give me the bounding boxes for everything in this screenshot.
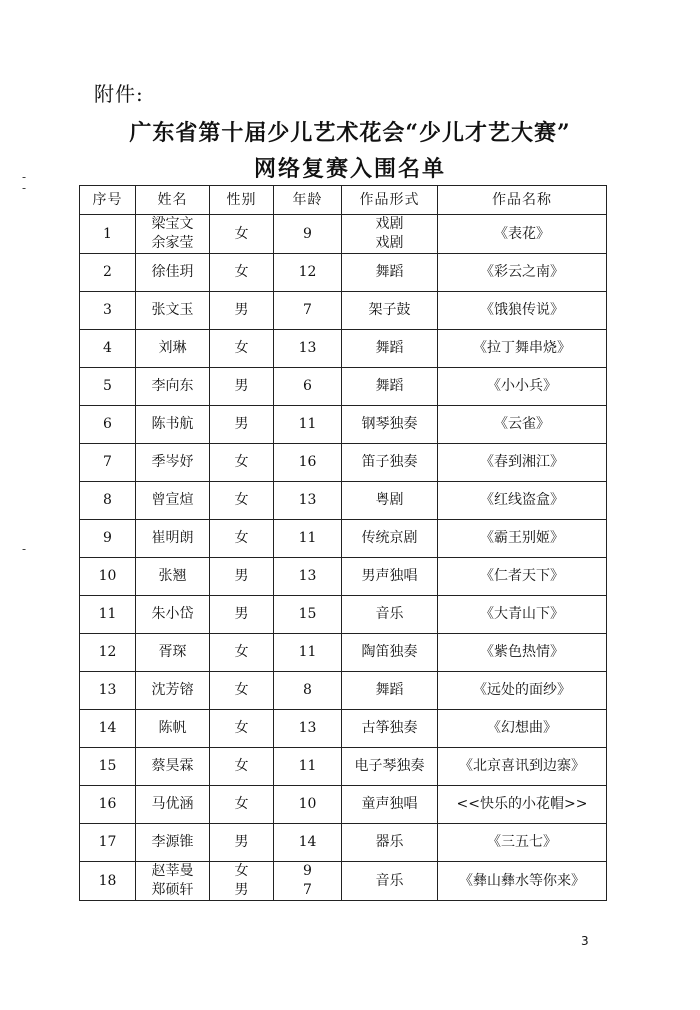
cell-age: 7 (274, 292, 342, 330)
table-row (80, 254, 607, 292)
table-row (80, 292, 607, 330)
cell-work: 《春到湘江》 (438, 444, 607, 482)
table-row (80, 215, 607, 254)
cell-sex: 女 (210, 330, 274, 368)
header-work: 作品名称 (438, 186, 607, 215)
cell-sex: 女 (210, 254, 274, 292)
table-row (80, 520, 607, 558)
cell-age: 11 (274, 634, 342, 672)
cell-form: 童声独唱 (342, 786, 438, 824)
header-name: 姓名 (136, 186, 210, 215)
cell-work: 《三五七》 (438, 824, 607, 862)
cell-age: 10 (274, 786, 342, 824)
cell-name: 梁宝文 余家莹 (136, 215, 210, 254)
cell-age: 13 (274, 558, 342, 596)
cell-name: 陈书航 (136, 406, 210, 444)
cell-sex: 男 (210, 824, 274, 862)
cell-sex: 女 (210, 520, 274, 558)
cell-no: 16 (80, 786, 136, 824)
cell-sex: 女 (210, 710, 274, 748)
cell-form: 器乐 (342, 824, 438, 862)
table-row (80, 710, 607, 748)
cell-sex: 女 (210, 672, 274, 710)
cell-no: 10 (80, 558, 136, 596)
document-subtitle: 网络复赛入围名单 (253, 156, 446, 182)
cell-name: 沈芳镕 (136, 672, 210, 710)
attachment-label: 附件: (94, 82, 144, 106)
header-age: 年龄 (274, 186, 342, 215)
cell-sex: 女 (210, 215, 274, 254)
cell-sex: 男 (210, 558, 274, 596)
cell-age: 11 (274, 406, 342, 444)
cell-form: 古筝独奏 (342, 710, 438, 748)
header-no: 序号 (80, 186, 136, 215)
cell-work: 《远处的面纱》 (438, 672, 607, 710)
cell-name: 赵莘曼 郑硕轩 (136, 862, 210, 901)
table-body (80, 215, 607, 901)
cell-name: 张文玉 (136, 292, 210, 330)
cell-name: 张翘 (136, 558, 210, 596)
table-row (80, 406, 607, 444)
cell-no: 4 (80, 330, 136, 368)
cell-no: 8 (80, 482, 136, 520)
table-row (80, 748, 607, 786)
cell-form: 电子琴独奏 (342, 748, 438, 786)
header-form: 作品形式 (342, 186, 438, 215)
finalist-table (79, 185, 607, 901)
cell-no: 5 (80, 368, 136, 406)
cell-age: 13 (274, 482, 342, 520)
cell-no: 7 (80, 444, 136, 482)
cell-age: 15 (274, 596, 342, 634)
cell-age: 12 (274, 254, 342, 292)
cell-age: 16 (274, 444, 342, 482)
cell-no: 15 (80, 748, 136, 786)
cell-work: 《北京喜讯到边寨》 (438, 748, 607, 786)
cell-sex: 女 (210, 786, 274, 824)
cell-form: 笛子独奏 (342, 444, 438, 482)
cell-age: 9 (274, 215, 342, 254)
cell-name: 马优涵 (136, 786, 210, 824)
cell-work: 《红线盗盒》 (438, 482, 607, 520)
cell-work: 《仁者天下》 (438, 558, 607, 596)
cell-no: 1 (80, 215, 136, 254)
cell-sex: 女 (210, 748, 274, 786)
cell-no: 6 (80, 406, 136, 444)
cell-name: 崔明朗 (136, 520, 210, 558)
cell-work: 《幻想曲》 (438, 710, 607, 748)
cell-no: 14 (80, 710, 136, 748)
cell-work: 《彩云之南》 (438, 254, 607, 292)
cell-form: 音乐 (342, 596, 438, 634)
cell-form: 舞蹈 (342, 368, 438, 406)
cell-sex: 女 (210, 444, 274, 482)
cell-form: 陶笛独奏 (342, 634, 438, 672)
cell-age: 11 (274, 748, 342, 786)
cell-form: 舞蹈 (342, 254, 438, 292)
table-row (80, 786, 607, 824)
cell-work: 《云雀》 (438, 406, 607, 444)
cell-work: 《表花》 (438, 215, 607, 254)
table-row (80, 330, 607, 368)
table-row (80, 634, 607, 672)
cell-age: 11 (274, 520, 342, 558)
cell-work: 《大青山下》 (438, 596, 607, 634)
margin-mark: - (22, 542, 27, 556)
cell-no: 2 (80, 254, 136, 292)
cell-name: 徐佳玥 (136, 254, 210, 292)
cell-name: 李源锥 (136, 824, 210, 862)
margin-mark: - (22, 170, 27, 184)
cell-form: 钢琴独奏 (342, 406, 438, 444)
cell-sex: 男 (210, 596, 274, 634)
document-title: 广东省第十届少儿艺术花会“少儿才艺大赛” (129, 120, 571, 146)
cell-age: 6 (274, 368, 342, 406)
table-header-row (80, 186, 607, 215)
cell-sex: 女 男 (210, 862, 274, 901)
cell-age: 8 (274, 672, 342, 710)
margin-mark: - (22, 181, 27, 195)
cell-work: <<快乐的小花帽>> (438, 786, 607, 824)
cell-no: 18 (80, 862, 136, 901)
cell-name: 李向东 (136, 368, 210, 406)
cell-name: 刘琳 (136, 330, 210, 368)
table-row (80, 482, 607, 520)
cell-no: 3 (80, 292, 136, 330)
cell-sex: 女 (210, 634, 274, 672)
cell-sex: 女 (210, 482, 274, 520)
cell-name: 曾宣煊 (136, 482, 210, 520)
page-number: 3 (581, 934, 589, 948)
cell-name: 蔡昊霖 (136, 748, 210, 786)
cell-sex: 男 (210, 368, 274, 406)
cell-sex: 男 (210, 292, 274, 330)
cell-age: 13 (274, 710, 342, 748)
cell-form: 传统京剧 (342, 520, 438, 558)
cell-form: 戏剧 戏剧 (342, 215, 438, 254)
cell-name: 朱小岱 (136, 596, 210, 634)
cell-age: 9 7 (274, 862, 342, 901)
cell-name: 胥琛 (136, 634, 210, 672)
table-row (80, 824, 607, 862)
cell-form: 舞蹈 (342, 330, 438, 368)
cell-no: 17 (80, 824, 136, 862)
cell-work: 《拉丁舞串烧》 (438, 330, 607, 368)
table-row (80, 862, 607, 901)
cell-work: 《小小兵》 (438, 368, 607, 406)
cell-age: 14 (274, 824, 342, 862)
cell-form: 粤剧 (342, 482, 438, 520)
cell-no: 13 (80, 672, 136, 710)
cell-form: 舞蹈 (342, 672, 438, 710)
table-row (80, 444, 607, 482)
cell-form: 音乐 (342, 862, 438, 901)
cell-work: 《紫色热情》 (438, 634, 607, 672)
cell-work: 《彝山彝水等你来》 (438, 862, 607, 901)
cell-sex: 男 (210, 406, 274, 444)
cell-age: 13 (274, 330, 342, 368)
cell-name: 季岑妤 (136, 444, 210, 482)
cell-work: 《饿狼传说》 (438, 292, 607, 330)
cell-no: 12 (80, 634, 136, 672)
cell-form: 架子鼓 (342, 292, 438, 330)
cell-name: 陈帆 (136, 710, 210, 748)
cell-no: 11 (80, 596, 136, 634)
header-sex: 性别 (210, 186, 274, 215)
table-row (80, 558, 607, 596)
cell-form: 男声独唱 (342, 558, 438, 596)
cell-no: 9 (80, 520, 136, 558)
table-row (80, 672, 607, 710)
table-row (80, 368, 607, 406)
cell-work: 《霸王别姬》 (438, 520, 607, 558)
table-row (80, 596, 607, 634)
